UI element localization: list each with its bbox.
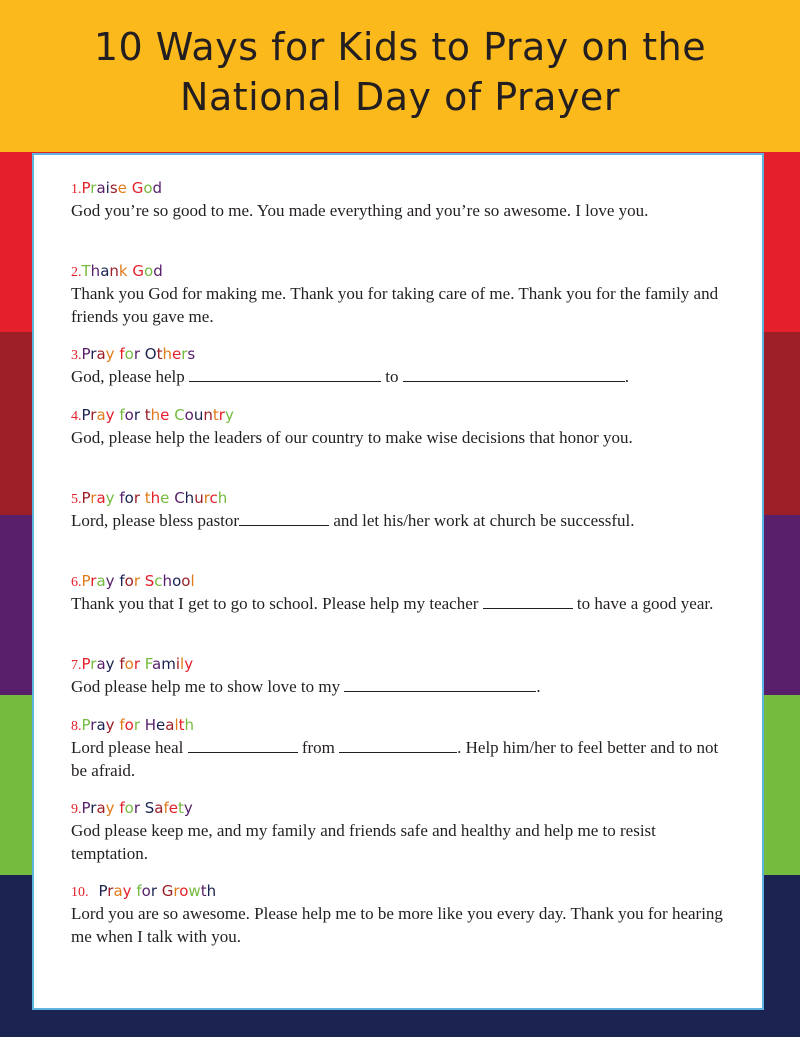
item-body-text: God please help me to show love to my <box>71 677 345 696</box>
title-line-1: 10 Ways for Kids to Pray on the <box>93 25 707 69</box>
item-heading-text: Pray for the Church <box>81 489 228 507</box>
item-heading <box>71 262 731 282</box>
prayer-item-country <box>71 406 731 489</box>
item-heading <box>71 716 731 736</box>
item-body-text: . <box>624 367 630 386</box>
item-body <box>71 592 731 615</box>
item-body <box>71 675 731 698</box>
item-number: 7. <box>71 658 82 673</box>
item-body-text: Thank you God for making me. Thank you for taking care of me. Thank you for the family and friends you gave me. <box>71 284 719 326</box>
item-heading-text: Pray for School <box>81 572 195 590</box>
item-body <box>71 282 731 328</box>
prayer-card <box>32 153 764 1010</box>
item-heading-text: Praise God <box>81 179 163 197</box>
item-heading <box>71 489 731 509</box>
item-number: 10. <box>71 885 89 900</box>
blank-line[interactable] <box>188 738 298 753</box>
item-number: 8. <box>71 719 82 734</box>
item-body-text: Lord please heal <box>71 738 188 757</box>
item-heading <box>71 179 731 199</box>
item-number: 1. <box>71 182 82 197</box>
item-heading <box>71 345 731 365</box>
item-body-text: . Help him/her to feel better and to not be afraid. <box>71 738 719 780</box>
blank-line[interactable] <box>189 367 381 382</box>
prayer-item-family <box>71 655 731 716</box>
blank-line[interactable] <box>483 594 573 609</box>
item-body-text: and let his/her work at church be successful. <box>329 511 635 530</box>
item-body-text: God, please help <box>71 367 190 386</box>
prayer-item-others <box>71 345 731 406</box>
item-body-text: to <box>381 367 403 386</box>
prayer-item-school <box>71 572 731 655</box>
item-heading <box>71 655 731 675</box>
page-title <box>0 22 800 122</box>
item-heading-text: Pray for Family <box>81 655 194 673</box>
prayer-item-growth <box>71 882 731 965</box>
item-body <box>71 509 731 532</box>
item-number: 3. <box>71 348 82 363</box>
item-heading-text: Pray for Others <box>81 345 196 363</box>
item-heading <box>71 572 731 592</box>
item-heading-text: Pray for Safety <box>81 799 193 817</box>
item-body-text: . <box>536 677 541 696</box>
item-body <box>71 736 731 782</box>
prayer-item-church <box>71 489 731 572</box>
prayer-item-thank <box>71 262 731 345</box>
item-body-text: Lord you are so awesome. Please help me to be more like you every day. Thank you for hearing me when I talk with you. <box>71 904 723 946</box>
item-heading-text: Thank God <box>81 262 163 280</box>
item-heading <box>71 882 731 902</box>
item-heading <box>71 799 731 819</box>
prayer-item-praise <box>71 179 731 262</box>
blank-line[interactable] <box>239 511 329 526</box>
item-number: 2. <box>71 265 82 280</box>
item-body <box>71 426 731 449</box>
blank-line[interactable] <box>403 367 625 382</box>
item-number: 6. <box>71 575 82 590</box>
item-body-text: Thank you that I get to go to school. Please help my teacher <box>71 594 483 613</box>
item-body <box>71 365 731 388</box>
item-body-text: God please keep me, and my family and friends safe and healthy and help me to resist temptation. <box>71 821 656 863</box>
item-body-text: God, please help the leaders of our country to make wise decisions that honor you. <box>71 428 633 447</box>
item-body <box>71 902 731 948</box>
prayer-list <box>71 179 731 965</box>
item-number: 9. <box>71 802 82 817</box>
item-body-text: to have a good year. <box>572 594 714 613</box>
item-body-text: Lord, please bless pastor <box>71 511 240 530</box>
item-body-text: God you’re so good to me. You made everything and you’re so awesome. I love you. <box>71 201 649 220</box>
item-heading-text: Pray for the Country <box>81 406 234 424</box>
item-body <box>71 819 731 865</box>
prayer-item-health <box>71 716 731 799</box>
item-heading-text: Pray for Growth <box>98 882 217 900</box>
item-number: 5. <box>71 492 82 507</box>
blank-line[interactable] <box>344 677 536 692</box>
item-body <box>71 199 731 222</box>
item-number: 4. <box>71 409 82 424</box>
prayer-item-safety <box>71 799 731 882</box>
item-heading <box>71 406 731 426</box>
blank-line[interactable] <box>339 738 457 753</box>
item-body-text: from <box>297 738 340 757</box>
title-line-2: National Day of Prayer <box>180 75 620 119</box>
item-heading-text: Pray for Health <box>81 716 195 734</box>
